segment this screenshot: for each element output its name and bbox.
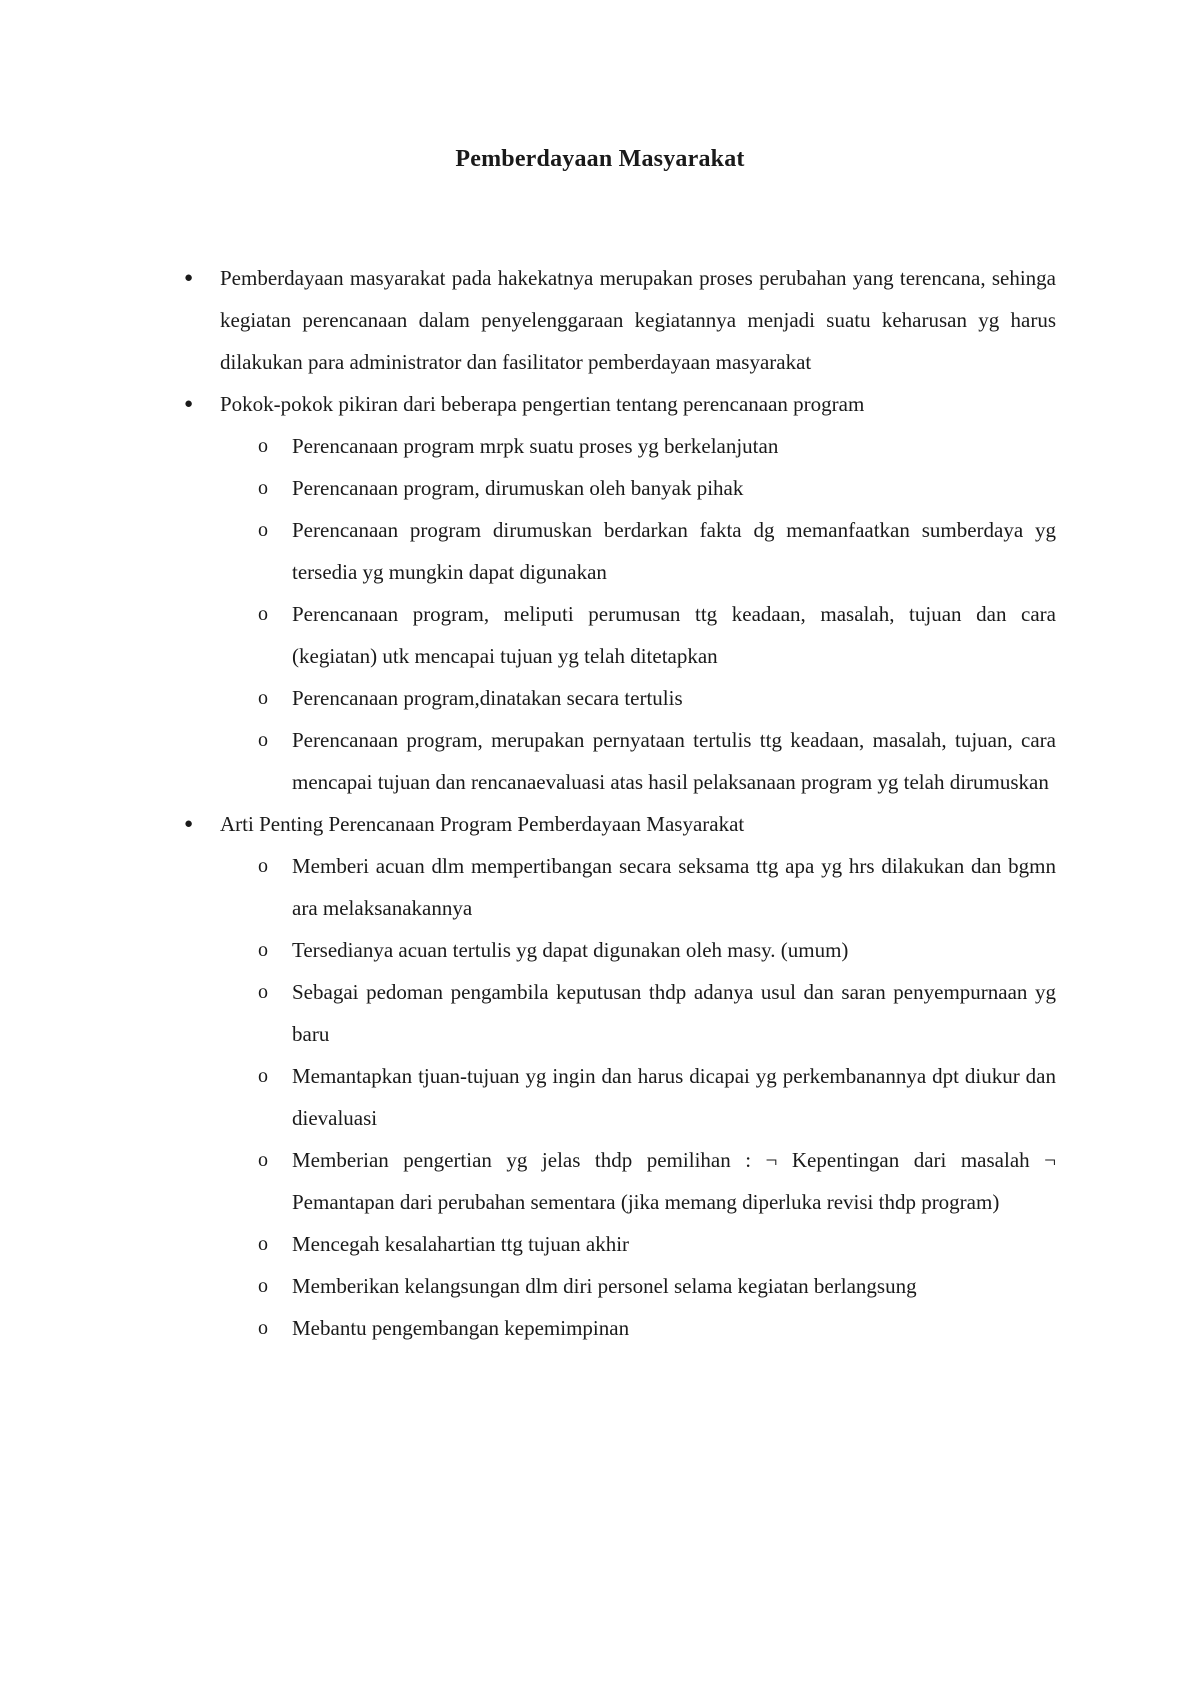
list-item-text: Pemberdayaan masyarakat pada hakekatnya merupakan proses perubahan yang terencana, sehinga kegiatan perencanaan dalam penyelenggaraan kegiatannya menjadi suatu keharusan yg harus dilakukan para administrator dan fasilitator pemberdayaan masyarakat — [220, 266, 1056, 374]
page-title: Pemberdayaan Masyarakat — [455, 146, 745, 172]
circle-bullet-icon: o — [258, 1149, 268, 1171]
circle-bullet-icon: o — [258, 519, 268, 541]
circle-bullet-icon: o — [258, 855, 268, 877]
sub-list-item-text: Perencanaan program, meliputi perumusan ttg keadaan, masalah, tujuan dan cara (kegiatan) utk mencapai tujuan yg telah ditetapkan — [292, 602, 1056, 668]
circle-bullet-icon: o — [258, 939, 268, 961]
bullet-icon: ● — [184, 270, 194, 286]
sub-list-item-text: Memberian pengertian yg jelas thdp pemilihan : ¬ Kepentingan dari masalah ¬ Pemantapan dari perubahan sementara (jika memang diperluka revisi thdp program) — [292, 1148, 1056, 1214]
circle-bullet-icon: o — [258, 981, 268, 1003]
list-item-text: Pokok-pokok pikiran dari beberapa pengertian tentang perencanaan program — [220, 392, 865, 416]
sub-list-item — [180, 509, 1056, 593]
circle-bullet-icon: o — [258, 435, 268, 457]
sub-list-item-text: Mebantu pengembangan kepemimpinan — [292, 1316, 630, 1340]
sub-list-item — [180, 467, 1056, 509]
bullet-icon: ● — [184, 396, 194, 412]
circle-bullet-icon: o — [258, 1233, 268, 1255]
circle-bullet-icon: o — [258, 1275, 268, 1297]
circle-bullet-icon: o — [258, 603, 268, 625]
bullet-icon: ● — [184, 816, 194, 832]
sub-list-item — [180, 929, 1056, 971]
sub-list-item-text: Memberikan kelangsungan dlm diri personel selama kegiatan berlangsung — [292, 1274, 917, 1298]
sub-list-item-text: Mencegah kesalahartian ttg tujuan akhir — [292, 1232, 630, 1256]
sub-list-item — [180, 1307, 1056, 1349]
sub-list-item — [180, 425, 1056, 467]
bullet-list — [180, 257, 1056, 1349]
sub-list-item-text: Perencanaan program mrpk suatu proses yg berkelanjutan — [292, 434, 779, 458]
sub-list-item — [180, 677, 1056, 719]
sub-list-item-text: Perencanaan program dirumuskan berdarkan fakta dg memanfaatkan sumberdaya yg tersedia yg mungkin dapat digunakan — [292, 518, 1056, 584]
sub-list-item-text: Perencanaan program, merupakan pernyataan tertulis ttg keadaan, masalah, tujuan, cara mencapai tujuan dan rencanaevaluasi atas hasil pelaksanaan program yg telah dirumuskan — [292, 728, 1056, 794]
list-item — [180, 383, 1056, 803]
circle-bullet-icon: o — [258, 477, 268, 499]
sub-list-item — [180, 1055, 1056, 1139]
sub-list-item-text: Tersedianya acuan tertulis yg dapat digunakan oleh masy. (umum) — [292, 938, 849, 962]
sub-list-item — [180, 1223, 1056, 1265]
circle-bullet-icon: o — [258, 1317, 268, 1339]
sub-list-item-text: Perencanaan program, dirumuskan oleh banyak pihak — [292, 476, 744, 500]
sub-list-item-text: Memantapkan tjuan-tujuan yg ingin dan harus dicapai yg perkembanannya dpt diukur dan dievaluasi — [292, 1064, 1056, 1130]
sub-list-item — [180, 1265, 1056, 1307]
sub-list-item — [180, 1139, 1056, 1223]
document-body — [180, 257, 1056, 1349]
list-item — [180, 803, 1056, 1349]
sub-list-item-text: Memberi acuan dlm mempertibangan secara seksama ttg apa yg hrs dilakukan dan bgmn ara melaksanakannya — [292, 854, 1056, 920]
sub-list-item-text: Perencanaan program,dinatakan secara tertulis — [292, 686, 683, 710]
sub-list-item — [180, 719, 1056, 803]
sub-list — [220, 845, 1056, 1349]
list-item — [180, 257, 1056, 383]
sub-list-item — [180, 845, 1056, 929]
list-item-text: Arti Penting Perencanaan Program Pemberdayaan Masyarakat — [220, 812, 745, 836]
circle-bullet-icon: o — [258, 1065, 268, 1087]
sub-list — [220, 425, 1056, 803]
sub-list-item — [180, 971, 1056, 1055]
circle-bullet-icon: o — [258, 687, 268, 709]
circle-bullet-icon: o — [258, 729, 268, 751]
sub-list-item — [180, 593, 1056, 677]
sub-list-item-text: Sebagai pedoman pengambila keputusan thdp adanya usul dan saran penyempurnaan yg baru — [292, 980, 1056, 1046]
